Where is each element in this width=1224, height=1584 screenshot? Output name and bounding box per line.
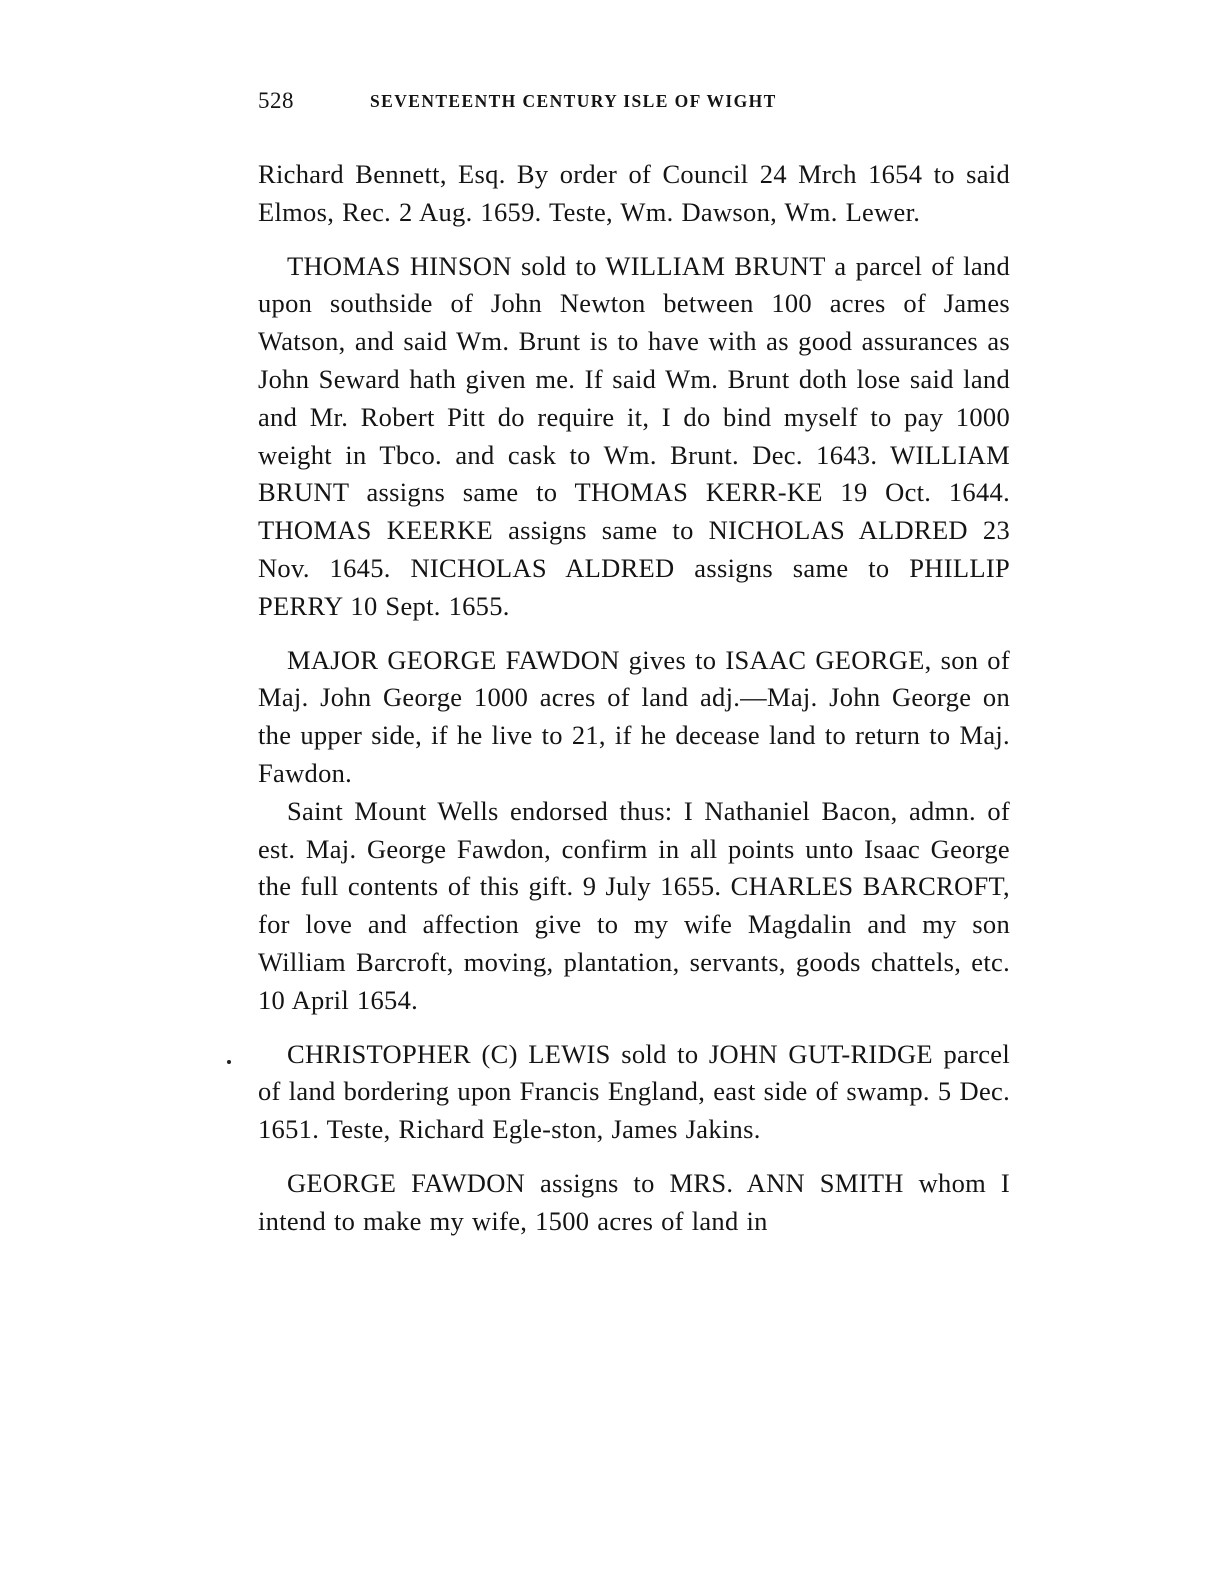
book-page	[258, 88, 1010, 1241]
running-head	[258, 88, 1010, 118]
paragraph-hinson-brunt: THOMAS HINSON sold to WILLIAM BRUNT a parcel of land upon southside of John Newton between 100 acres of James Watson, and said Wm. Brunt is to have with as good assurances as John Seward hath given me. If said Wm. Brunt doth lose said land and Mr. Robert Pitt do require it, I do bind myself to pay 1000 weight in Tbco. and cask to Wm. Brunt. Dec. 1643. WILLIAM BRUNT assigns same to THOMAS KERR-KE 19 Oct. 1644. THOMAS KEERKE assigns same to NICHOLAS ALDRED 23 Nov. 1645. NICHOLAS ALDRED assigns same to PHILLIP PERRY 10 Sept. 1655.	[258, 250, 1010, 621]
paragraph-fawdon-smith: GEORGE FAWDON assigns to MRS. ANN SMITH whom I intend to make my wife, 1500 acres of land in	[258, 1167, 1010, 1236]
paragraph-lewis-gutridge: CHRISTOPHER (C) LEWIS sold to JOHN GUT-RIDGE parcel of land bordering upon Francis England, east side of swamp. 5 Dec. 1651. Teste, Richard Egle-ston, James Jakins.	[258, 1038, 1010, 1145]
paragraph-fawdon-gift: MAJOR GEORGE FAWDON gives to ISAAC GEORGE, son of Maj. John George 1000 acres of land adj.—Maj. John George on the upper side, if he live to 21, if he decease land to return to Maj. Fawdon.	[258, 644, 1010, 788]
paragraph-bennett-order: Richard Bennett, Esq. By order of Council 24 Mrch 1654 to said Elmos, Rec. 2 Aug. 1659. Teste, Wm. Dawson, Wm. Lewer.	[258, 159, 1010, 227]
paragraph-wells-endorsement: Saint Mount Wells endorsed thus: I Nathaniel Bacon, admn. of est. Maj. George Fawdon, confirm in all points unto Isaac George the full contents of this gift. 9 July 1655. CHARLES BARCROFT, for love and affection give to my wife Magdalin and my son William Barcroft, moving, plantation, servants, goods chattels, etc. 10 April 1654.	[258, 795, 1010, 1015]
page-number: 528	[258, 88, 294, 113]
running-title: SEVENTEENTH CENTURY ISLE OF WIGHT	[370, 91, 777, 111]
stray-ink-dot	[227, 1060, 231, 1064]
